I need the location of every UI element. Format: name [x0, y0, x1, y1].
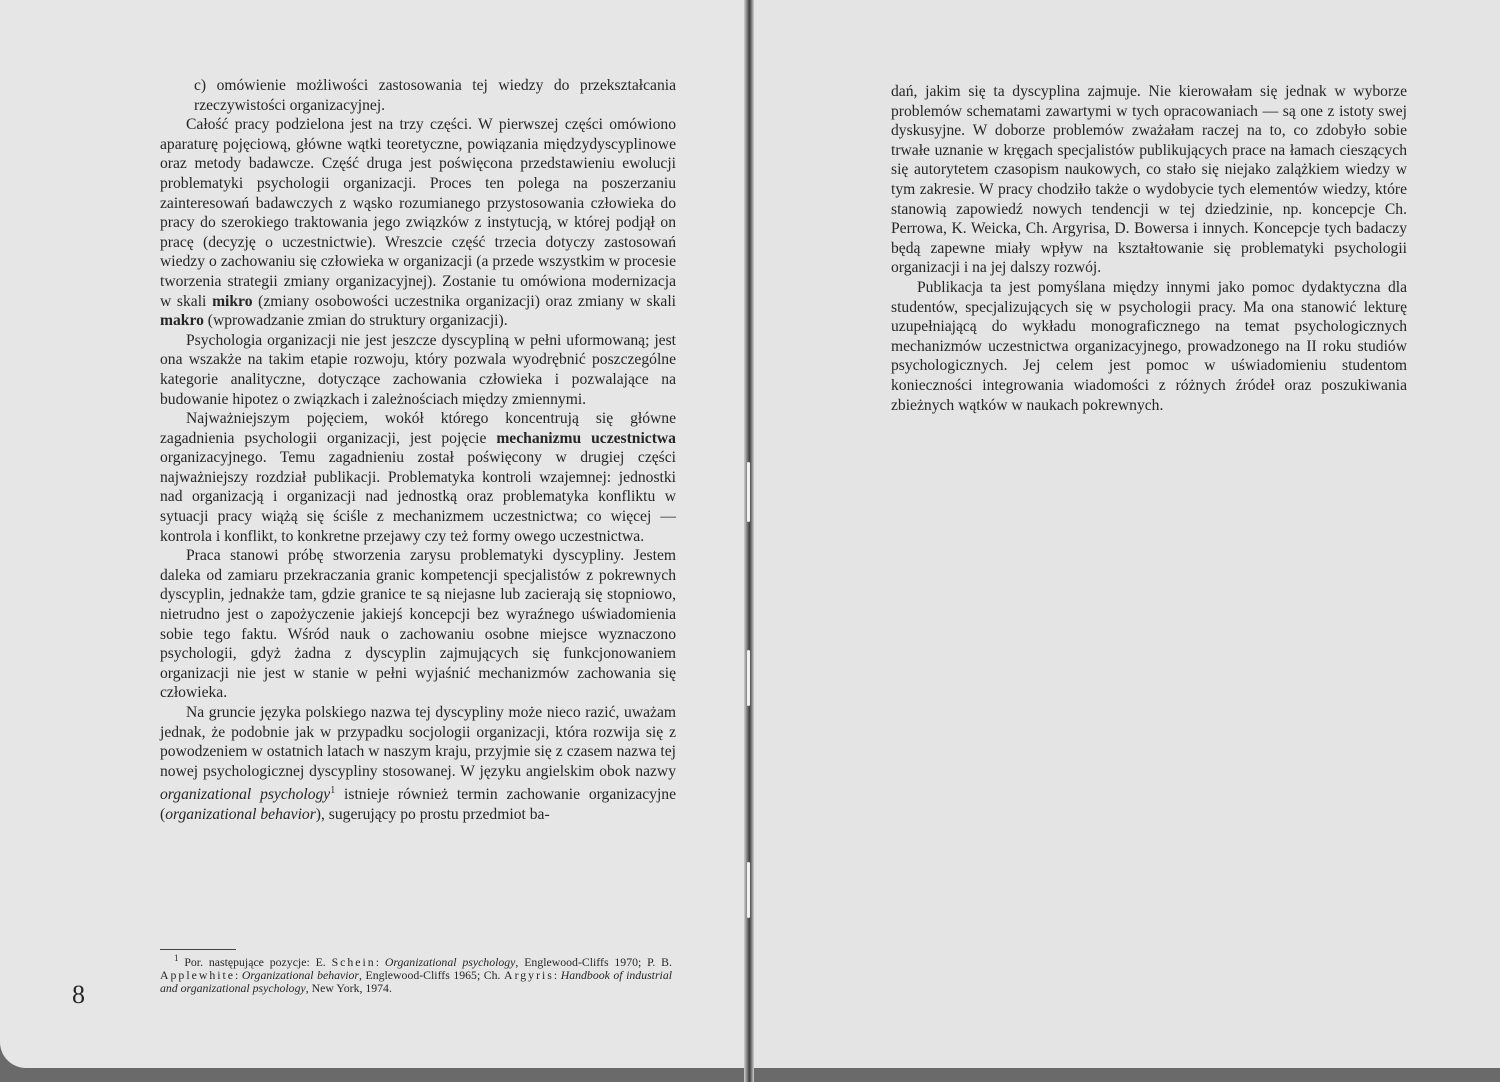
footnote-author-3: Argyris: [504, 967, 554, 982]
term-organizational-psychology: organizational psychology: [160, 786, 331, 804]
footnote: [160, 952, 672, 994]
binding-stitch: [747, 862, 750, 918]
term-makro: makro: [160, 312, 204, 330]
paragraph-4: [160, 409, 676, 546]
left-page-text: [160, 76, 676, 825]
paragraph-4-end: organizacyjnego. Temu zagadnieniu został poświęcony w drugiej części najważniejszy rozdział publikacji. Problematyka kontroli wzajemnej: jednostki nad organizacją i organizacji nad jednostką oraz problematyka konfliktu w sytuacji pracy wiążą się ściśle z mechanizmem uczestnictwa; co więcej — kontrola i konflikt, to konkretne przejawy czy też formy owego uczestnictwa.: [160, 449, 676, 545]
footnote-author-2: Applewhite: [160, 967, 236, 982]
paragraph-6: [160, 703, 676, 825]
binding-stitch: [747, 462, 750, 522]
paragraph-6-end: ), sugerujący po prostu przedmiot ba-: [315, 806, 550, 824]
paragraph-4-lead: Najważniejszym pojęciem, wokół którego koncentrują się główne zagadnienia psychologii organizacji, jest pojęcie: [160, 410, 676, 447]
paragraph-1: c) omówienie możliwości zastosowania tej wiedzy do przekształcania rzeczywistości organizacyjnej.: [194, 77, 676, 114]
book-gutter: [744, 0, 754, 1082]
footnote-text: [160, 952, 672, 994]
footnote-title-1: Organizational psychology: [384, 954, 516, 969]
footnote-title-2: Organizational behavior: [241, 967, 360, 982]
footnote-end: , New York, 1974.: [305, 980, 392, 995]
footnote-colon-1: :: [375, 954, 385, 969]
right-paragraph-1: dań, jakim się ta dyscyplina zajmuje. Nie kierowałam się jednak w wyborze problemów schematami zawartymi w tych opracowaniach — są one z istoty swej dyskusyjne. W doborze problemów zważałam raczej na to, co zdobyło sobie trwałe uznanie w kręgach specjalistów publikujących prace na łamach cieszących się autorytetem czasopism naukowych, co stało się niejako zalążkiem wiedzy w tym zakresie. W pracy chodziło także o wydobycie tych elementów wiedzy, które stanowią zapowiedź nowych tendencji w tej dziedzinie, np. koncepcje Ch. Perrowa, K. Weicka, Ch. Argyrisa, D. Bowersa i innych. Koncepcje tych badaczy będą zapewne miały wpływ na kształtowanie się problematyki psychologii organizacji i na jej dalszy rozwój.: [891, 83, 1407, 277]
footnote-lead: Por. następujące pozycje: E.: [178, 954, 332, 969]
right-paragraph-2: Publikacja ta jest pomyślana między innymi jako pomoc dydaktyczna dla studentów, specjalizujących się w psychologii pracy. Ma ona stanowić lekturę uzupełniającą do wykładu monograficznego na temat psychologicznych mechanizmów uczestnictwa organizacyjnego, prowadzonego na II roku studiów psychologicznych. Jej celem jest pomoc w uświadomieniu studentom konieczności integrowania wiadomości z różnych źródeł oraz poszukiwania zbieżnych wątków w naukach pokrewnych.: [891, 278, 1407, 414]
paragraph-2: [160, 115, 676, 331]
paragraph-2-mid: (zmiany osobowości uczestnika organizacji) oraz zmiany w skali: [252, 292, 676, 310]
page-number: 8: [72, 980, 85, 1009]
right-page-text: [891, 82, 1407, 415]
left-page: [0, 0, 748, 1068]
footnote-author-1: Schein: [331, 954, 376, 969]
footnote-number: 1: [174, 953, 179, 963]
term-mechanizm-uczestnictwa: mechanizmu uczestnictwa: [496, 429, 676, 447]
footnote-divider: [160, 949, 236, 950]
footnote-colon-3: :: [553, 967, 561, 982]
binding-stitch: [747, 650, 750, 706]
footnote-mid-1: , Englewood-Cliffs 1970; P. B.: [515, 954, 672, 969]
paragraph-3: Psychologia organizacji nie jest jeszcze dyscypliną w pełni uformowaną; jest ona wszakże na takim etapie rozwoju, który pozwala wyodrębnić poszczególne kategorie analityczne, dotyczące zachowania człowieka i pozwalające na budowanie hipotez o związkach i zależnościach między zmiennymi.: [160, 331, 676, 408]
paragraph-5: Praca stanowi próbę stworzenia zarysu problematyki dyscypliny. Jestem daleka od zamiaru przekraczania granic kompetencji specjalistów z pokrewnych dyscyplin, jednakże tam, gdzie granice te są niejasne lub zacierają się stopniowo, nietrudno jest o zapożyczenie jakiejś koncepcji bez wyraźnego uświadomienia sobie tego faktu. Wśród nauk o zachowaniu osobne miejsce wyznaczono psychologii, gdyż żadna z dyscyplin zajmujących się funkcjonowaniem organizacji nie jest w stanie w pełni wyjaśnić mechanizmów zachowania się człowieka.: [160, 547, 676, 702]
footnote-ref[interactable]: 1: [330, 785, 336, 797]
term-mikro: mikro: [212, 292, 253, 310]
term-organizational-behavior: organizational behavior: [165, 806, 316, 824]
footnote-title-3: Handbook of industrial and organizational psychology: [160, 967, 673, 995]
paragraph-6-lead: Na gruncie języka polskiego nazwa tej dyscypliny może nieco razić, uważam jednak, że podobnie jak w przypadku socjologii organizacji, która rozwija się z powodzeniem w ostatnich latach w naszym kraju, przyjmie się z czasem nazwa tej nowej psychologicznej dyscypliny stosowanej. W języku angielskim obok nazwy: [160, 704, 676, 780]
footnote-colon-2: :: [235, 967, 242, 982]
paragraph-2-end: (wprowadzanie zmian do struktury organizacji).: [203, 312, 508, 330]
paragraph-2-lead: Całość pracy podzielona jest na trzy części. W pierwszej części omówiono aparaturę pojęciową, główne wątki teoretyczne, powiązania międzydyscyplinowe oraz metody badawcze. Część druga jest poświęcona przedstawieniu ewolucji problematyki psychologii organizacji. Proces ten polega na poszerzaniu zainteresowań badawczych z wąsko rozumianego przystosowania człowieka do pracy do szerokiego traktowania jego związków z instytucją, w której podjął on pracę (decyzję o uczestnictwie). Wreszcie część trzecia dotyczy zastosowań wiedzy o zachowaniu się człowieka w organizacji (a przede wszystkim w procesie tworzenia strategii zmiany organizacyjnej). Zostanie tu omówiona modernizacja w skali: [160, 116, 676, 310]
paragraph-6-mid: istnieje również termin zachowanie organizacyjne (: [160, 786, 677, 824]
footnote-mid-2: , Englewood-Cliffs 1965; Ch.: [359, 967, 505, 982]
